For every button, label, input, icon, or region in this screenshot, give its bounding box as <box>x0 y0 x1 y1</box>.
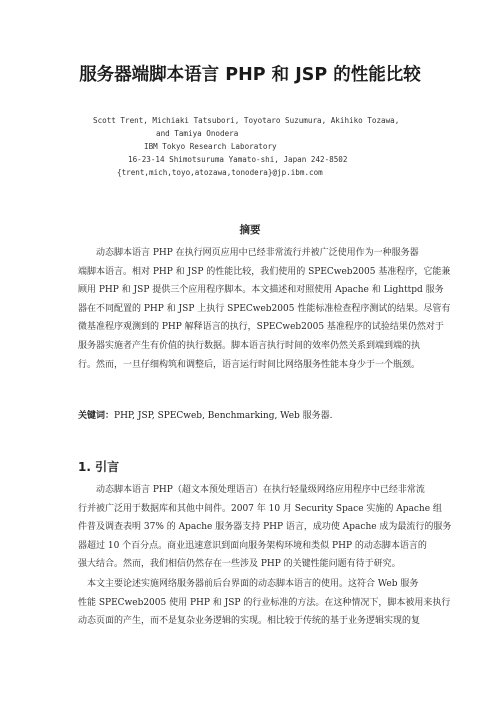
keywords-label: 关键词： <box>78 411 115 421</box>
intro-line: 强大结合。然而，我们相信仍然存在一些涉及 PHP 的关键性能问题有待于研究。 <box>78 559 401 570</box>
abstract-line: 顾用 PHP 和 JSP 提供三个应用程序脚本。本文描述和对照使用 Apache 和 Lighttpd 服务 <box>78 285 444 296</box>
intro-line: 性能 SPECweb2005 使用 PHP 和 JSP 的行业标准的方法。在这种情况下，脚本被用来执行 <box>78 597 451 608</box>
abstract-body <box>78 244 456 374</box>
intro-line: 件普及调查表明 37% 的 Apache 服务器支持 PHP 语言，成功使 Apache 成为最流行的服务 <box>78 522 452 533</box>
intro-line: 动态脚本语言 PHP（超文本预处理语言）在执行轻量级网络应用程序中已经非常流 <box>96 485 425 495</box>
intro-paragraph-1 <box>78 481 456 574</box>
intro-line: 行并被广泛用于数据库和其他中间件。2007 年 10 月 Security Space 实施的 Apache 组 <box>78 503 442 514</box>
abstract-line: 行。然而，一旦仔细构筑和调整后，语言运行时间比网络服务性能本身少于一个瓶颈。 <box>78 359 421 370</box>
intro-line: 器超过 10 个百分点。商业迅速意识到面向服务架构环境和类似 PHP 的动态脚本语言的 <box>78 540 427 551</box>
intro-line: 动态页面的产生，而不是复杂业务逻辑的实现。相比较于传统的基于业务逻辑实现的复 <box>78 616 421 627</box>
keywords-line <box>78 408 456 421</box>
paper-title: 服务器端脚本语言 PHP 和 JSP 的性能比较 <box>79 65 421 85</box>
section-heading-introduction: 1. 引言 <box>78 460 120 474</box>
abstract-line: 器在不同配置的 PHP 和 JSP 上执行 SPECweb2005 性能标准检查程序测试的结果。尽管有 <box>78 303 451 314</box>
abstract-line: 动态脚本语言 PHP 在执行网页应用中已经非常流行并被广泛使用作为一种服务器 <box>96 248 419 258</box>
affiliation: IBM Tokyo Research Laboratory <box>144 142 277 151</box>
address: 16-23-14 Shimotsuruma Yamato-shi, Japan 242-8502 <box>128 155 348 164</box>
keywords-text: PHP, JSP, SPECweb, Benchmarking, Web 服务器. <box>114 411 333 421</box>
author-emails: {trent,mich,toyo,atozawa,tonodera}@jp.ibm.com <box>117 168 323 177</box>
intro-line: 本文主要论述实施网络服务器前后台界面的动态脚本语言的使用。这符合 Web 服务 <box>87 579 419 589</box>
abstract-heading: 摘要 <box>239 224 261 236</box>
author-names: Scott Trent, Michiaki Tatsubori, Toyotaro Suzumura, Akihiko Tozawa, <box>93 116 400 125</box>
abstract-line: 端脚本语言。相对 PHP 和 JSP 的性能比较，我们使用的 SPECweb2005 基准程序，它能兼 <box>78 266 451 277</box>
abstract-line: 服务器实施者产生有价值的执行数据。脚本语言执行时间的效率仍然关系到端到端的执 <box>78 340 421 351</box>
author-names-continued: and Tamiya Onodera <box>156 129 239 138</box>
abstract-line: 微基准程序观测到的 PHP 解释语言的执行，SPECweb2005 基准程序的试验结果仍然对于 <box>78 322 444 333</box>
intro-paragraph-2 <box>78 575 456 631</box>
